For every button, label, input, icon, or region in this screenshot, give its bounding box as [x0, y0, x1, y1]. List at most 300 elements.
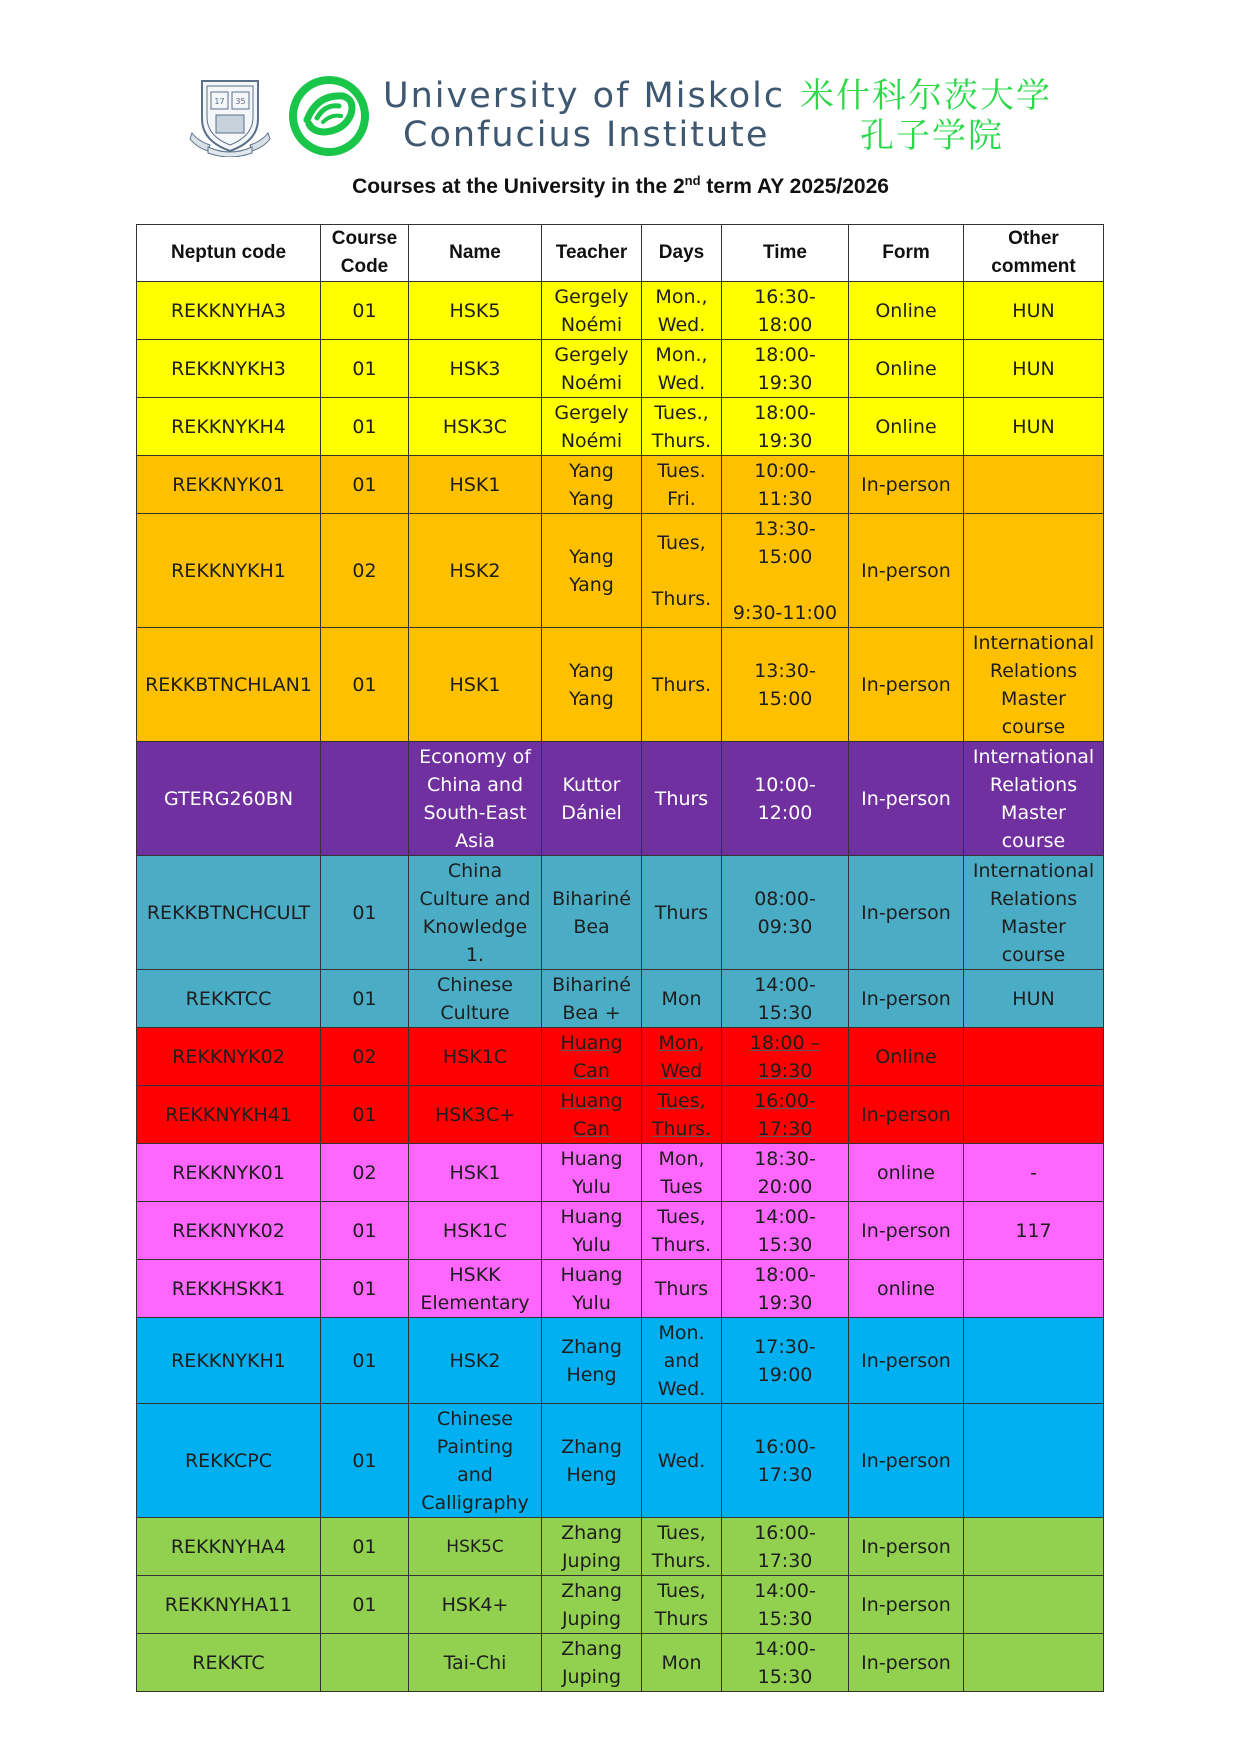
- days-cell: [642, 1518, 722, 1576]
- form-cell: In-person: [849, 742, 964, 856]
- cell-line: and: [457, 1463, 493, 1486]
- cell-line: Yang: [569, 487, 614, 510]
- cell-line: Tues: [660, 1175, 703, 1198]
- cell-line: 15:00: [757, 687, 813, 710]
- cell-line: 18:00: [757, 313, 813, 336]
- cell-line: 18:00-: [754, 343, 816, 366]
- cell-line: HSK1: [449, 1161, 501, 1184]
- form-cell: In-person: [849, 1518, 964, 1576]
- form-cell: Online: [849, 1028, 964, 1086]
- form-cell: In-person: [849, 514, 964, 628]
- time-cell: [722, 514, 849, 628]
- cell-line: course: [1001, 943, 1066, 966]
- cell-line: 20:00: [757, 1175, 813, 1198]
- cell-line: Fri.: [667, 487, 696, 510]
- cell-line: Thurs.: [651, 429, 712, 452]
- cell-line: 19:30: [757, 429, 813, 452]
- university-crest-icon: [188, 75, 272, 157]
- cell-line: Thurs.: [651, 673, 712, 696]
- days-cell: [642, 742, 722, 856]
- cell-line: Thurs.: [651, 1233, 712, 1256]
- cell-line: China and: [426, 773, 524, 796]
- comment-cell: [964, 1404, 1104, 1518]
- cell-line: Knowledge: [422, 915, 528, 938]
- cell-line: [644, 557, 719, 585]
- header-line: Code: [340, 256, 389, 277]
- table-header-row: [137, 225, 1104, 282]
- teacher-cell: [542, 1144, 642, 1202]
- cell-line: Juping: [561, 1665, 622, 1688]
- cell-line: -: [1030, 1161, 1037, 1184]
- course-name-cell: [409, 742, 542, 856]
- table-row: [137, 856, 1104, 970]
- days-cell: [642, 1318, 722, 1404]
- course-name-cell: [409, 1576, 542, 1634]
- cell-line: Noémi: [560, 429, 623, 452]
- cell-line: Can: [573, 1059, 610, 1082]
- cell-line: HUN: [1012, 299, 1055, 322]
- table-row: [137, 1318, 1104, 1404]
- cell-line: Yang: [569, 659, 614, 682]
- cell-line: 16:00-: [754, 1521, 816, 1544]
- neptun-code-cell: REKKTC: [137, 1634, 321, 1692]
- days-cell: [642, 1202, 722, 1260]
- course-name-cell: [409, 398, 542, 456]
- days-cell: [642, 1260, 722, 1318]
- time-cell: [722, 1028, 849, 1086]
- neptun-code-cell: REKKNYHA11: [137, 1576, 321, 1634]
- column-header-time: Time: [722, 225, 849, 282]
- cell-line: Master: [1001, 801, 1066, 824]
- course-code-cell: 01: [321, 1318, 409, 1404]
- course-name-cell: [409, 340, 542, 398]
- course-code-cell: 01: [321, 1576, 409, 1634]
- days-cell: [642, 1086, 722, 1144]
- cell-line: Chinese: [437, 973, 513, 996]
- cell-line: 16:30-: [754, 285, 816, 308]
- cell-line: Mon.: [658, 1321, 705, 1344]
- form-cell: online: [849, 1144, 964, 1202]
- cell-line: Mon,: [658, 1031, 705, 1054]
- days-cell: [642, 970, 722, 1028]
- logo-text-institute: Confucius Institute: [403, 115, 770, 155]
- svg-text:35: 35: [235, 97, 246, 106]
- neptun-code-cell: REKKNYK02: [137, 1028, 321, 1086]
- cell-line: Mon.,: [655, 285, 708, 308]
- cell-line: HSK4+: [441, 1593, 509, 1616]
- cell-line: Relations: [989, 773, 1078, 796]
- cell-line: Yang: [569, 459, 614, 482]
- cell-line: Mon: [661, 1651, 702, 1674]
- cell-line: [724, 571, 846, 599]
- days-cell: [642, 856, 722, 970]
- form-cell: In-person: [849, 1576, 964, 1634]
- cell-line: Huang: [560, 1089, 623, 1112]
- cell-line: and: [663, 1349, 700, 1372]
- cell-line: Huang: [560, 1205, 623, 1228]
- cell-line: 18:00-: [754, 1263, 816, 1286]
- cell-line: Tai-Chi: [443, 1651, 507, 1674]
- cell-line: Yang: [569, 687, 614, 710]
- course-name-cell: [409, 1318, 542, 1404]
- neptun-code-cell: REKKNYKH1: [137, 1318, 321, 1404]
- cell-line: Zhang: [561, 1435, 622, 1458]
- time-cell: [722, 742, 849, 856]
- cell-line: HSK1: [449, 473, 501, 496]
- time-cell: [722, 1634, 849, 1692]
- course-name-cell: [409, 1086, 542, 1144]
- cell-line: Elementary: [420, 1291, 530, 1314]
- neptun-code-cell: GTERG260BN: [137, 742, 321, 856]
- neptun-code-cell: REKKBTNCHCULT: [137, 856, 321, 970]
- cell-line: Wed: [660, 1059, 703, 1082]
- course-name-cell: [409, 1260, 542, 1318]
- neptun-code-cell: REKKNYK02: [137, 1202, 321, 1260]
- time-cell: [722, 1404, 849, 1518]
- teacher-cell: [542, 742, 642, 856]
- table-row: [137, 282, 1104, 340]
- cell-line: Yulu: [572, 1291, 611, 1314]
- days-cell: [642, 514, 722, 628]
- comment-cell: [964, 1576, 1104, 1634]
- teacher-cell: [542, 340, 642, 398]
- cell-line: 14:00-: [754, 1205, 816, 1228]
- table-row: [137, 1576, 1104, 1634]
- cell-line: 15:30: [757, 1607, 813, 1630]
- form-cell: Online: [849, 340, 964, 398]
- cell-line: Noémi: [560, 371, 623, 394]
- cell-line: HSK3C+: [434, 1103, 516, 1126]
- course-name-cell: [409, 1404, 542, 1518]
- cell-line: Painting: [436, 1435, 514, 1458]
- teacher-cell: [542, 856, 642, 970]
- confucius-institute-logo-icon: [287, 74, 371, 158]
- time-cell: [722, 456, 849, 514]
- neptun-code-cell: REKKTCC: [137, 970, 321, 1028]
- time-cell: [722, 1144, 849, 1202]
- days-cell: [642, 1028, 722, 1086]
- course-code-cell: 02: [321, 1028, 409, 1086]
- table-row: [137, 1144, 1104, 1202]
- cell-line: Calligraphy: [421, 1491, 529, 1514]
- table-row: [137, 398, 1104, 456]
- column-header-course-code: [321, 225, 409, 282]
- cell-line: International: [972, 745, 1095, 768]
- table-row: [137, 970, 1104, 1028]
- cell-line: Wed.: [657, 313, 706, 336]
- cell-line: HSK1C: [442, 1219, 508, 1242]
- time-cell: [722, 1086, 849, 1144]
- column-header-other-comment: [964, 225, 1104, 282]
- cell-line: Wed.: [657, 1377, 706, 1400]
- cell-line: Tues,: [657, 531, 706, 554]
- cell-line: 17:30: [757, 1117, 813, 1140]
- cell-line: 17:30: [757, 1463, 813, 1486]
- title-superscript: nd: [684, 173, 701, 188]
- course-code-cell: 01: [321, 340, 409, 398]
- form-cell: In-person: [849, 456, 964, 514]
- cell-line: Tues,: [657, 1521, 706, 1544]
- course-code-cell: 01: [321, 1202, 409, 1260]
- course-name-cell: [409, 1634, 542, 1692]
- cell-line: 12:00: [757, 801, 813, 824]
- cell-line: HSK3: [449, 357, 501, 380]
- cell-line: Chinese: [437, 1407, 513, 1430]
- cell-line: HUN: [1012, 357, 1055, 380]
- time-cell: [722, 1318, 849, 1404]
- cell-line: 19:30: [757, 1291, 813, 1314]
- cell-line: Mon,: [658, 1147, 705, 1170]
- comment-cell: [964, 1144, 1104, 1202]
- comment-cell: [964, 282, 1104, 340]
- cell-line: 15:30: [757, 1233, 813, 1256]
- comment-cell: [964, 1634, 1104, 1692]
- cell-line: International: [972, 631, 1095, 654]
- time-cell: [722, 970, 849, 1028]
- time-cell: [722, 628, 849, 742]
- cell-line: Tues.,: [654, 401, 709, 424]
- column-header-teacher: Teacher: [542, 225, 642, 282]
- cell-line: Tues,: [657, 1579, 706, 1602]
- course-name-cell: [409, 970, 542, 1028]
- cell-line: 18:00-: [754, 401, 816, 424]
- cell-line: 19:30: [757, 1059, 813, 1082]
- table-row: [137, 1404, 1104, 1518]
- page-title: [0, 175, 1241, 199]
- column-header-form: Form: [849, 225, 964, 282]
- comment-cell: [964, 1202, 1104, 1260]
- course-name-cell: [409, 514, 542, 628]
- cell-line: 10:00-: [754, 459, 816, 482]
- cell-line: 08:00-: [754, 887, 816, 910]
- cell-line: HSK5C: [446, 1536, 504, 1557]
- cell-line: Heng: [566, 1363, 617, 1386]
- cell-line: HSK2: [449, 1349, 501, 1372]
- teacher-cell: [542, 1086, 642, 1144]
- table-row: [137, 1028, 1104, 1086]
- svg-text:17: 17: [214, 97, 225, 106]
- teacher-cell: [542, 628, 642, 742]
- cell-line: South-East: [423, 801, 527, 824]
- neptun-code-cell: REKKNYKH3: [137, 340, 321, 398]
- days-cell: [642, 456, 722, 514]
- course-code-cell: 01: [321, 628, 409, 742]
- cell-line: 1.: [465, 943, 485, 966]
- table-row: [137, 1202, 1104, 1260]
- cell-line: 16:00-: [754, 1435, 816, 1458]
- cell-line: 18:30-: [754, 1147, 816, 1170]
- cell-line: Master: [1001, 687, 1066, 710]
- course-name-cell: [409, 1028, 542, 1086]
- teacher-cell: [542, 1318, 642, 1404]
- cell-line: Zhang: [561, 1335, 622, 1358]
- cell-line: 19:00: [757, 1363, 813, 1386]
- teacher-cell: [542, 1634, 642, 1692]
- cell-line: 18:00 –: [749, 1031, 821, 1054]
- cell-line: Tues,: [657, 1205, 706, 1228]
- teacher-cell: [542, 514, 642, 628]
- comment-cell: [964, 742, 1104, 856]
- teacher-cell: [542, 970, 642, 1028]
- cell-line: Huang: [560, 1147, 623, 1170]
- course-code-cell: 01: [321, 970, 409, 1028]
- teacher-cell: [542, 1518, 642, 1576]
- cell-line: Can: [573, 1117, 610, 1140]
- cell-line: course: [1001, 715, 1066, 738]
- cell-line: HSK1C: [442, 1045, 508, 1068]
- course-code-cell: 01: [321, 1404, 409, 1518]
- cell-line: 16:00-: [754, 1089, 816, 1112]
- cell-line: Relations: [989, 659, 1078, 682]
- table-row: [137, 742, 1104, 856]
- days-cell: [642, 282, 722, 340]
- cell-line: 15:30: [757, 1001, 813, 1024]
- comment-cell: [964, 1518, 1104, 1576]
- cell-line: Wed.: [657, 1449, 706, 1472]
- cell-line: HSK2: [449, 559, 501, 582]
- cell-line: Huang: [560, 1031, 623, 1054]
- comment-cell: [964, 1028, 1104, 1086]
- days-cell: [642, 1576, 722, 1634]
- form-cell: In-person: [849, 1086, 964, 1144]
- form-cell: Online: [849, 282, 964, 340]
- cell-line: Wed.: [657, 371, 706, 394]
- teacher-cell: [542, 456, 642, 514]
- cell-line: Yang: [569, 545, 614, 568]
- cell-line: Culture: [440, 1001, 510, 1024]
- cell-line: HSK3C: [442, 415, 508, 438]
- course-code-cell: 01: [321, 1518, 409, 1576]
- cell-line: HSK5: [449, 299, 501, 322]
- cell-line: Dániel: [561, 801, 622, 824]
- title-suffix: term AY 2025/2026: [700, 175, 889, 198]
- cell-line: Thurs: [654, 787, 709, 810]
- course-name-cell: [409, 1518, 542, 1576]
- cell-line: 13:30-: [754, 517, 816, 540]
- logo-text-chinese-institute: 孔子学院: [860, 116, 1004, 156]
- cell-line: Mon.,: [655, 343, 708, 366]
- form-cell: In-person: [849, 628, 964, 742]
- teacher-cell: [542, 282, 642, 340]
- title-prefix: Courses at the University in the 2: [352, 175, 685, 198]
- form-cell: In-person: [849, 970, 964, 1028]
- days-cell: [642, 628, 722, 742]
- course-code-cell: 02: [321, 514, 409, 628]
- course-code-cell: 02: [321, 1144, 409, 1202]
- cell-line: course: [1001, 829, 1066, 852]
- table-row: [137, 1634, 1104, 1692]
- cell-line: Gergely: [554, 285, 629, 308]
- cell-line: Thurs.: [651, 1549, 712, 1572]
- cell-line: 17:30: [757, 1549, 813, 1572]
- time-cell: [722, 1202, 849, 1260]
- course-name-cell: [409, 456, 542, 514]
- cell-line: Bea +: [562, 1001, 621, 1024]
- cell-line: 117: [1015, 1219, 1052, 1242]
- table-row: [137, 1086, 1104, 1144]
- days-cell: [642, 1144, 722, 1202]
- cell-line: Juping: [561, 1549, 622, 1572]
- table-row: [137, 1260, 1104, 1318]
- cell-line: Yulu: [572, 1233, 611, 1256]
- cell-line: International: [972, 859, 1095, 882]
- course-name-cell: [409, 282, 542, 340]
- time-cell: [722, 1260, 849, 1318]
- teacher-cell: [542, 1202, 642, 1260]
- neptun-code-cell: REKKNYK01: [137, 1144, 321, 1202]
- neptun-code-cell: REKKNYHA4: [137, 1518, 321, 1576]
- header-line: comment: [991, 256, 1076, 277]
- cell-line: Thurs: [654, 1607, 709, 1630]
- cell-line: Yang: [569, 573, 614, 596]
- teacher-cell: [542, 398, 642, 456]
- course-code-cell: [321, 742, 409, 856]
- cell-line: Zhang: [561, 1579, 622, 1602]
- cell-line: Gergely: [554, 401, 629, 424]
- neptun-code-cell: REKKNYHA3: [137, 282, 321, 340]
- form-cell: online: [849, 1260, 964, 1318]
- cell-line: 11:30: [757, 487, 813, 510]
- neptun-code-cell: REKKNYK01: [137, 456, 321, 514]
- cell-line: HSKK: [449, 1263, 501, 1286]
- teacher-cell: [542, 1028, 642, 1086]
- table-row: [137, 514, 1104, 628]
- form-cell: Online: [849, 398, 964, 456]
- comment-cell: [964, 1086, 1104, 1144]
- cell-line: China: [447, 859, 503, 882]
- cell-line: Thurs.: [651, 587, 712, 610]
- cell-line: Asia: [455, 829, 495, 852]
- comment-cell: [964, 398, 1104, 456]
- column-header-days: Days: [642, 225, 722, 282]
- course-code-cell: 01: [321, 1260, 409, 1318]
- teacher-cell: [542, 1576, 642, 1634]
- header-line: Other: [1008, 228, 1059, 249]
- comment-cell: [964, 1318, 1104, 1404]
- neptun-code-cell: REKKHSKK1: [137, 1260, 321, 1318]
- cell-line: Mon: [661, 987, 702, 1010]
- course-code-cell: 01: [321, 856, 409, 970]
- comment-cell: [964, 456, 1104, 514]
- cell-line: Noémi: [560, 313, 623, 336]
- logo-text-university: University of Miskolc: [383, 76, 786, 116]
- form-cell: In-person: [849, 1404, 964, 1518]
- cell-line: Gergely: [554, 343, 629, 366]
- neptun-code-cell: REKKNYKH1: [137, 514, 321, 628]
- neptun-code-cell: REKKCPC: [137, 1404, 321, 1518]
- time-cell: [722, 1518, 849, 1576]
- teacher-cell: [542, 1260, 642, 1318]
- cell-line: Kuttor: [562, 773, 621, 796]
- cell-line: 09:30: [757, 915, 813, 938]
- neptun-code-cell: REKKNYKH4: [137, 398, 321, 456]
- neptun-code-cell: REKKBTNCHLAN1: [137, 628, 321, 742]
- cell-line: 14:00-: [754, 973, 816, 996]
- cell-line: Bihariné: [552, 887, 631, 910]
- teacher-cell: [542, 1404, 642, 1518]
- course-code-cell: 01: [321, 282, 409, 340]
- form-cell: In-person: [849, 1634, 964, 1692]
- form-cell: In-person: [849, 1202, 964, 1260]
- cell-line: Yulu: [572, 1175, 611, 1198]
- column-header-neptun-code: Neptun code: [137, 225, 321, 282]
- course-code-cell: 01: [321, 1086, 409, 1144]
- neptun-code-cell: REKKNYKH41: [137, 1086, 321, 1144]
- cell-line: HUN: [1012, 415, 1055, 438]
- table-row: [137, 1518, 1104, 1576]
- cell-line: HSK1: [449, 673, 501, 696]
- cell-line: Thurs: [654, 901, 709, 924]
